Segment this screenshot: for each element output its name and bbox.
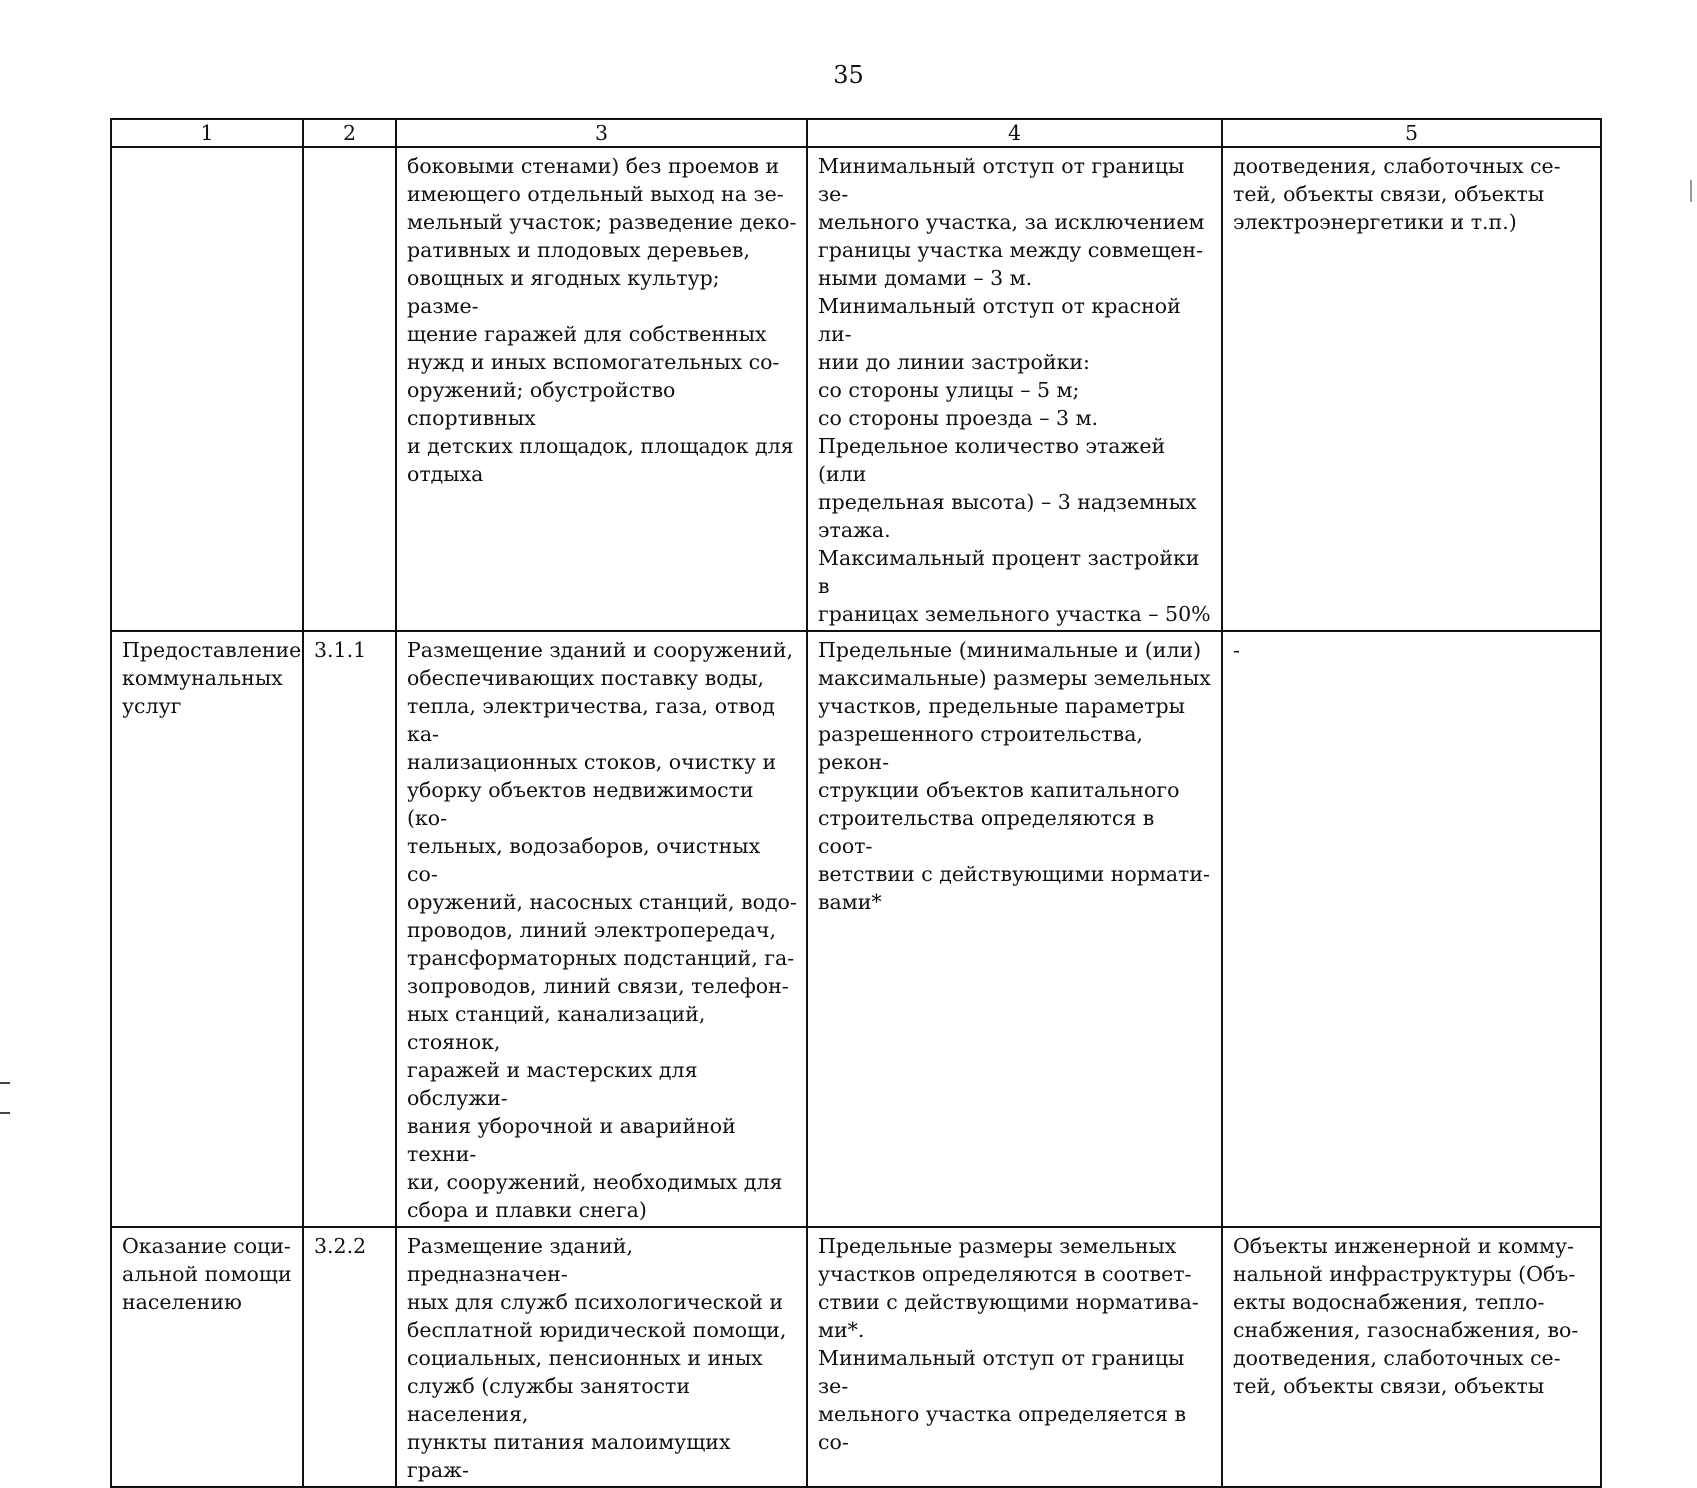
use-type-cell: Оказание соци- альной помощи населению <box>111 1227 303 1487</box>
code-cell: 3.2.2 <box>303 1227 396 1487</box>
parameters-cell: Минимальный отступ от границы зе- мельного участка, за исключением границы участка между совмещен- ными домами – 3 м. Минимальный отступ от красной ли- нии до линии застройки: со стороны улицы – 5 м; со стороны проезда – 3 м. Предельное количество этажей (или предельная высота) – 3 надземных этажа. Максимальный процент застройки в границах земельного участка – 50% <box>807 147 1222 631</box>
scan-edge-mark <box>1690 180 1692 202</box>
table-row <box>111 631 1601 1227</box>
margin-mark <box>0 1082 10 1084</box>
header-cell-2: 2 <box>303 119 396 147</box>
table-row <box>111 147 1601 631</box>
table-row <box>111 1227 1601 1487</box>
notes-cell: доотведения, слаботочных се- тей, объекты связи, объекты электроэнергетики и т.п.) <box>1222 147 1601 631</box>
notes-cell: Объекты инженерной и комму- нальной инфраструктуры (Объ- екты водоснабжения, тепло- снабжения, газоснабжения, во- доотведения, слаботочных се- тей, объекты связи, объекты <box>1222 1227 1601 1487</box>
description-cell: Размещение зданий и сооружений, обеспечивающих поставку воды, тепла, электричества, газа, отвод ка- нализационных стоков, очистку и уборку объектов недвижимости (ко- тельных, водозаборов, очистных со- оружений, насосных станций, водо- проводов, линий электропередач, трансформаторных подстанций, га- зопроводов, линий связи, телефон- ных станций, канализаций, стоянок, гаражей и мастерских для обслужи- вания уборочной и аварийной техни- ки, сооружений, необходимых для сбора и плавки снега) <box>396 631 807 1227</box>
header-cell-5: 5 <box>1222 119 1601 147</box>
use-type-cell <box>111 147 303 631</box>
page-number: 35 <box>833 61 864 89</box>
description-cell: Размещение зданий, предназначен- ных для служб психологической и бесплатной юридической помощи, социальных, пенсионных и иных служб (службы занятости населения, пункты питания малоимущих граж- <box>396 1227 807 1487</box>
use-type-cell: Предоставление коммунальных услуг <box>111 631 303 1227</box>
parameters-cell: Предельные размеры земельных участков определяются в соответ- ствии с действующими нормативa- ми*. Минимальный отступ от границы зе- мельного участка определяется в со- <box>807 1227 1222 1487</box>
description-cell: боковыми стенами) без проемов и имеющего отдельный выход на зе- мельный участок; разведение деко- ративных и плодовых деревьев, овощных и ягодных культур; разме- щение гаражей для собственных нужд и иных вспомогательных со- оружений; обустройство спортивных и детских площадок, площадок для отдыха <box>396 147 807 631</box>
header-row <box>111 119 1601 147</box>
code-cell <box>303 147 396 631</box>
code-cell: 3.1.1 <box>303 631 396 1227</box>
parameters-cell: Предельные (минимальные и (или) максимальные) размеры земельных участков, предельные параметры разрешенного строительства, рекон- струкции объектов капитального строительства определяются в соот- ветствии с действующими нормати- вами* <box>807 631 1222 1227</box>
header-cell-3: 3 <box>396 119 807 147</box>
regulations-table <box>110 118 1602 1488</box>
notes-cell: - <box>1222 631 1601 1227</box>
margin-mark <box>0 1112 10 1114</box>
header-cell-1: 1 <box>111 119 303 147</box>
header-cell-4: 4 <box>807 119 1222 147</box>
